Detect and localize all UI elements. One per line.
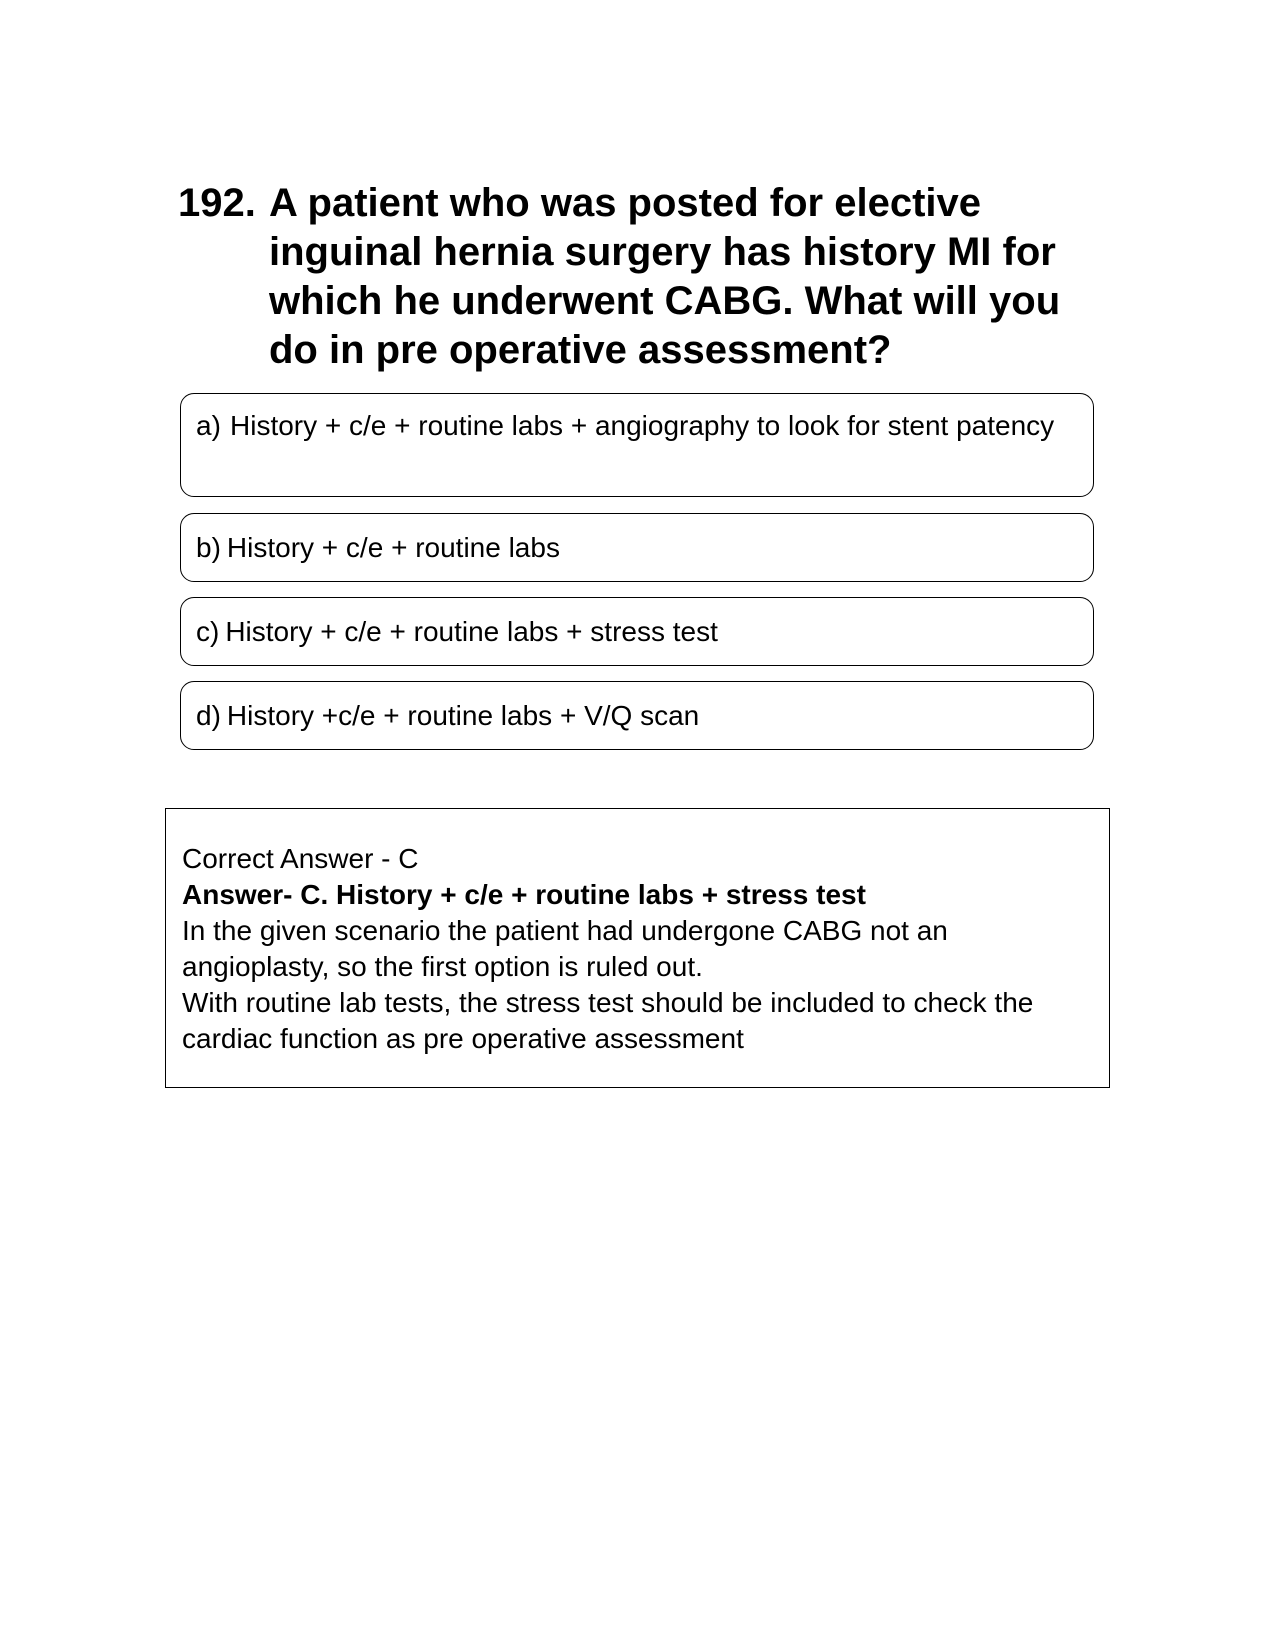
option-d[interactable] (180, 681, 1094, 750)
answer-heading: Answer- C. History + c/e + routine labs + stress test (182, 879, 866, 910)
option-letter: d) (196, 699, 221, 731)
option-letter: b) (196, 531, 221, 563)
answer-box (165, 808, 1110, 1088)
option-letter: c) (196, 615, 220, 647)
answer-explanation: With routine lab tests, the stress test should be included to check the cardiac function as pre operative assessment (182, 987, 1034, 1054)
option-text: History + c/e + routine labs + angiography to look for stent patency (230, 410, 1055, 441)
question-number: 192. (178, 181, 256, 225)
question (178, 179, 1108, 375)
option-a[interactable] (180, 393, 1094, 497)
option-text: History +c/e + routine labs + V/Q scan (226, 699, 700, 731)
option-text: History + c/e + routine labs + stress test (225, 615, 718, 647)
option-letter: a) (196, 410, 221, 441)
option-text: History + c/e + routine labs (226, 531, 560, 563)
option-c[interactable] (180, 597, 1094, 666)
question-text: A patient who was posted for elective inguinal hernia surgery has history MI for which he underwent CABG. What will you do in pre operative assessment? (269, 181, 1061, 372)
answer-explanation: In the given scenario the patient had undergone CABG not an angioplasty, so the first option is ruled out. (182, 915, 948, 982)
option-b[interactable] (180, 513, 1094, 582)
correct-answer-label: Correct Answer - C (182, 843, 419, 874)
